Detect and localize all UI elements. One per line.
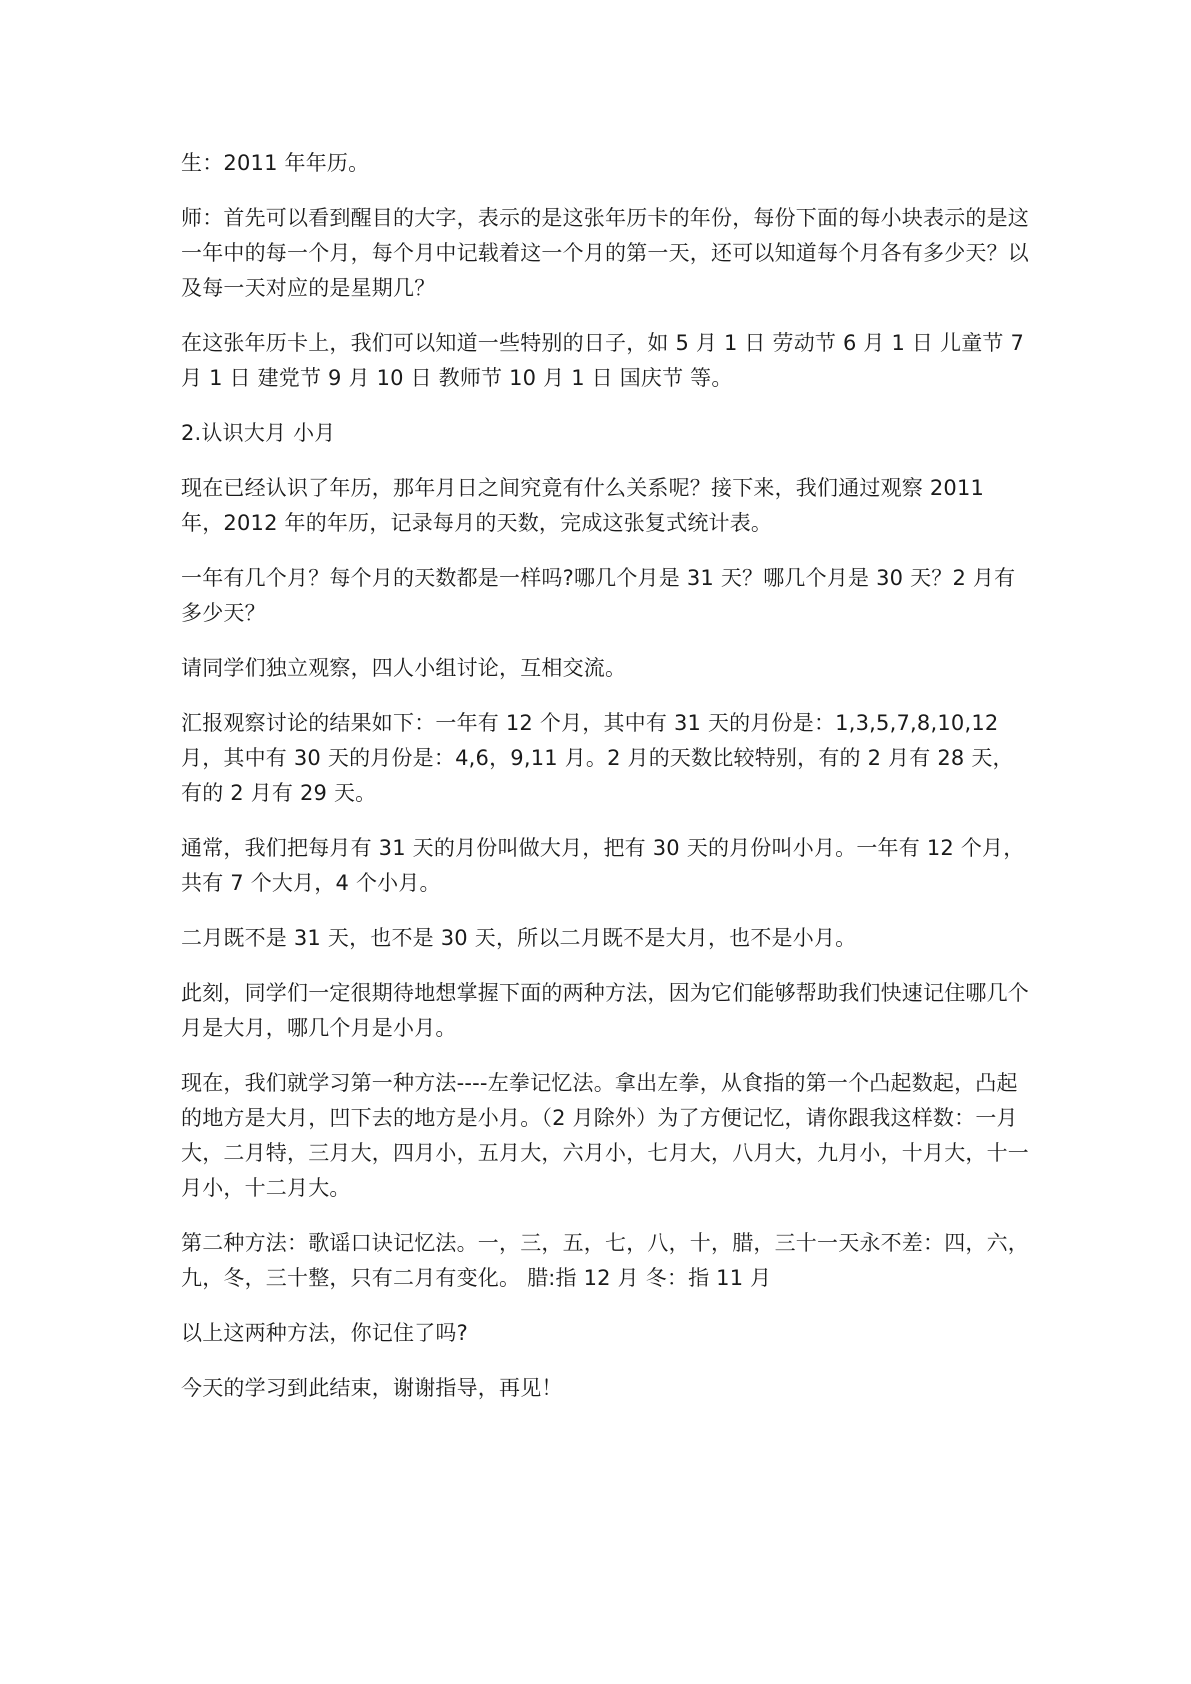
paragraph-special-days: 在这张年历卡上，我们可以知道一些特别的日子，如 5 月 1 日 劳动节 6 月 1 日 儿童节 7 月 1 日 建党节 9 月 10 日 教师节 10 月 1 日 国庆节 等。 (181, 331, 1025, 390)
paragraph-report-results: 汇报观察讨论的结果如下：一年有 12 个月，其中有 31 天的月份是：1,3,5,7,8,10,12 月，其中有 30 天的月份是：4,6，9,11 月。2 月的天数比较特别，有的 2 月有 28 天，有的 2 月有 29 天。 (181, 711, 1014, 805)
paragraph-group-discussion: 请同学们独立观察，四人小组讨论，互相交流。 (181, 656, 627, 680)
paragraph-fist-method: 现在，我们就学习第一种方法----左拳记忆法。拿出左拳，从食指的第一个凸起数起，凸起的地方是大月，凹下去的地方是小月。（2 月除外）为了方便记忆，请你跟我这样数：一月大，二月特，三月大，四月小，五月大，六月小，七月大，八月大，九月小，十月大，十一月小，十二月大。 (181, 1071, 1029, 1200)
paragraph-teacher-explanation: 师：首先可以看到醒目的大字，表示的是这张年历卡的年份，每份下面的每小块表示的是这一年中的每一个月，每个月中记载着这一个月的第一天，还可以知道每个月各有多少天？以及每一天对应的是星期几？ (181, 206, 1029, 300)
paragraph-questions: 一年有几个月？每个月的天数都是一样吗?哪几个月是 31 天？哪几个月是 30 天？2 月有多少天？ (181, 566, 1016, 625)
paragraph-big-small-definition: 通常，我们把每月有 31 天的月份叫做大月，把有 30 天的月份叫小月。一年有 12 个月，共有 7 个大月，4 个小月。 (181, 836, 1025, 895)
paragraph-february: 二月既不是 31 天，也不是 30 天，所以二月既不是大月，也不是小月。 (181, 926, 857, 950)
document-body (181, 146, 1031, 1426)
section-heading-big-small-months: 2.认识大月 小月 (181, 421, 336, 445)
paragraph-student-answer: 生：2011 年年历。 (181, 151, 370, 175)
paragraph-observe-calendar: 现在已经认识了年历，那年月日之间究竟有什么关系呢？接下来，我们通过观察 2011 年，2012 年的年历，记录每月的天数，完成这张复式统计表。 (181, 476, 985, 535)
paragraph-rhyme-method: 第二种方法：歌谣口诀记忆法。一，三，五，七，八，十，腊，三十一天永不差：四，六，九，冬，三十整，只有二月有变化。 腊:指 12 月 冬：指 11 月 (181, 1231, 1029, 1290)
paragraph-closing: 今天的学习到此结束，谢谢指导，再见！ (181, 1376, 563, 1400)
paragraph-remember-question: 以上这两种方法，你记住了吗? (181, 1321, 468, 1345)
paragraph-two-methods-intro: 此刻，同学们一定很期待地想掌握下面的两种方法，因为它们能够帮助我们快速记住哪几个月是大月，哪几个月是小月。 (181, 981, 1029, 1040)
